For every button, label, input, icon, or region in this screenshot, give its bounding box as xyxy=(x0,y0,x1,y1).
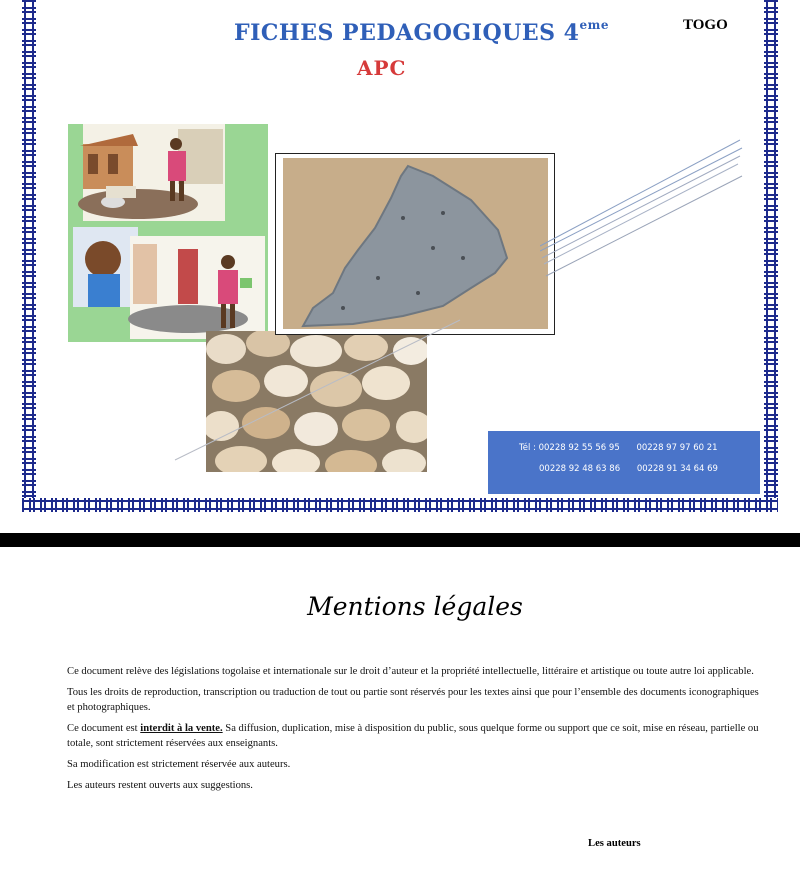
contact-label: Tél : xyxy=(519,443,536,453)
decorative-lines xyxy=(540,136,750,286)
contact-row-1 xyxy=(519,443,718,453)
bottom-border-frame xyxy=(22,498,778,512)
legal-paragraph: Sa modification est strictement réservée aux auteurs. xyxy=(67,759,291,771)
legal-paragraph-sale xyxy=(67,722,763,751)
cover-title-text: FICHES PEDAGOGIQUES 4 xyxy=(234,20,580,46)
cover-subtitle: APC xyxy=(357,56,407,80)
contact-phone: 00228 92 55 56 95 xyxy=(538,443,620,453)
legal-text: Sa diffusion, duplication, mise à disposition du public, sous quelque forme ou support que ce soit, mise en réseau, partielle ou totale, sont strictement réservées aux enseignants. xyxy=(67,723,759,749)
legal-paragraph: Les auteurs restent ouverts aux suggestions. xyxy=(67,780,253,792)
legal-paragraph: Ce document relève des législations togolaise et internationale sur le droit d’auteur et la propriété intellectuelle, littéraire et artistique ou toute autre loi applicable. xyxy=(67,666,754,677)
decorative-diagonal-line xyxy=(170,280,470,470)
legal-paragraph: Tous les droits de reproduction, transcription ou traduction de tout ou partie sont réservés pour les textes ainsi que pour l’ensemble des documents iconographiques et photographiques. xyxy=(67,687,759,713)
left-border-frame xyxy=(22,0,36,512)
right-border-frame xyxy=(764,0,778,512)
cover-country: TOGO xyxy=(683,17,728,33)
contact-box xyxy=(488,431,760,494)
contact-row-2 xyxy=(539,464,718,474)
cover-title-sup: eme xyxy=(579,18,609,32)
authors-signature: Les auteurs xyxy=(588,838,641,849)
contact-phone: 00228 97 97 60 21 xyxy=(636,443,718,453)
legal-title: Mentions légales xyxy=(307,592,523,621)
page-separator xyxy=(0,533,800,547)
legal-body xyxy=(67,665,763,801)
contact-phone: 00228 91 34 64 69 xyxy=(636,464,718,474)
legal-text: Ce document est xyxy=(67,723,141,735)
cover-title xyxy=(234,18,609,46)
contact-phone: 00228 92 48 63 86 xyxy=(539,464,621,474)
legal-emphasis: interdit à la vente. xyxy=(140,723,223,735)
